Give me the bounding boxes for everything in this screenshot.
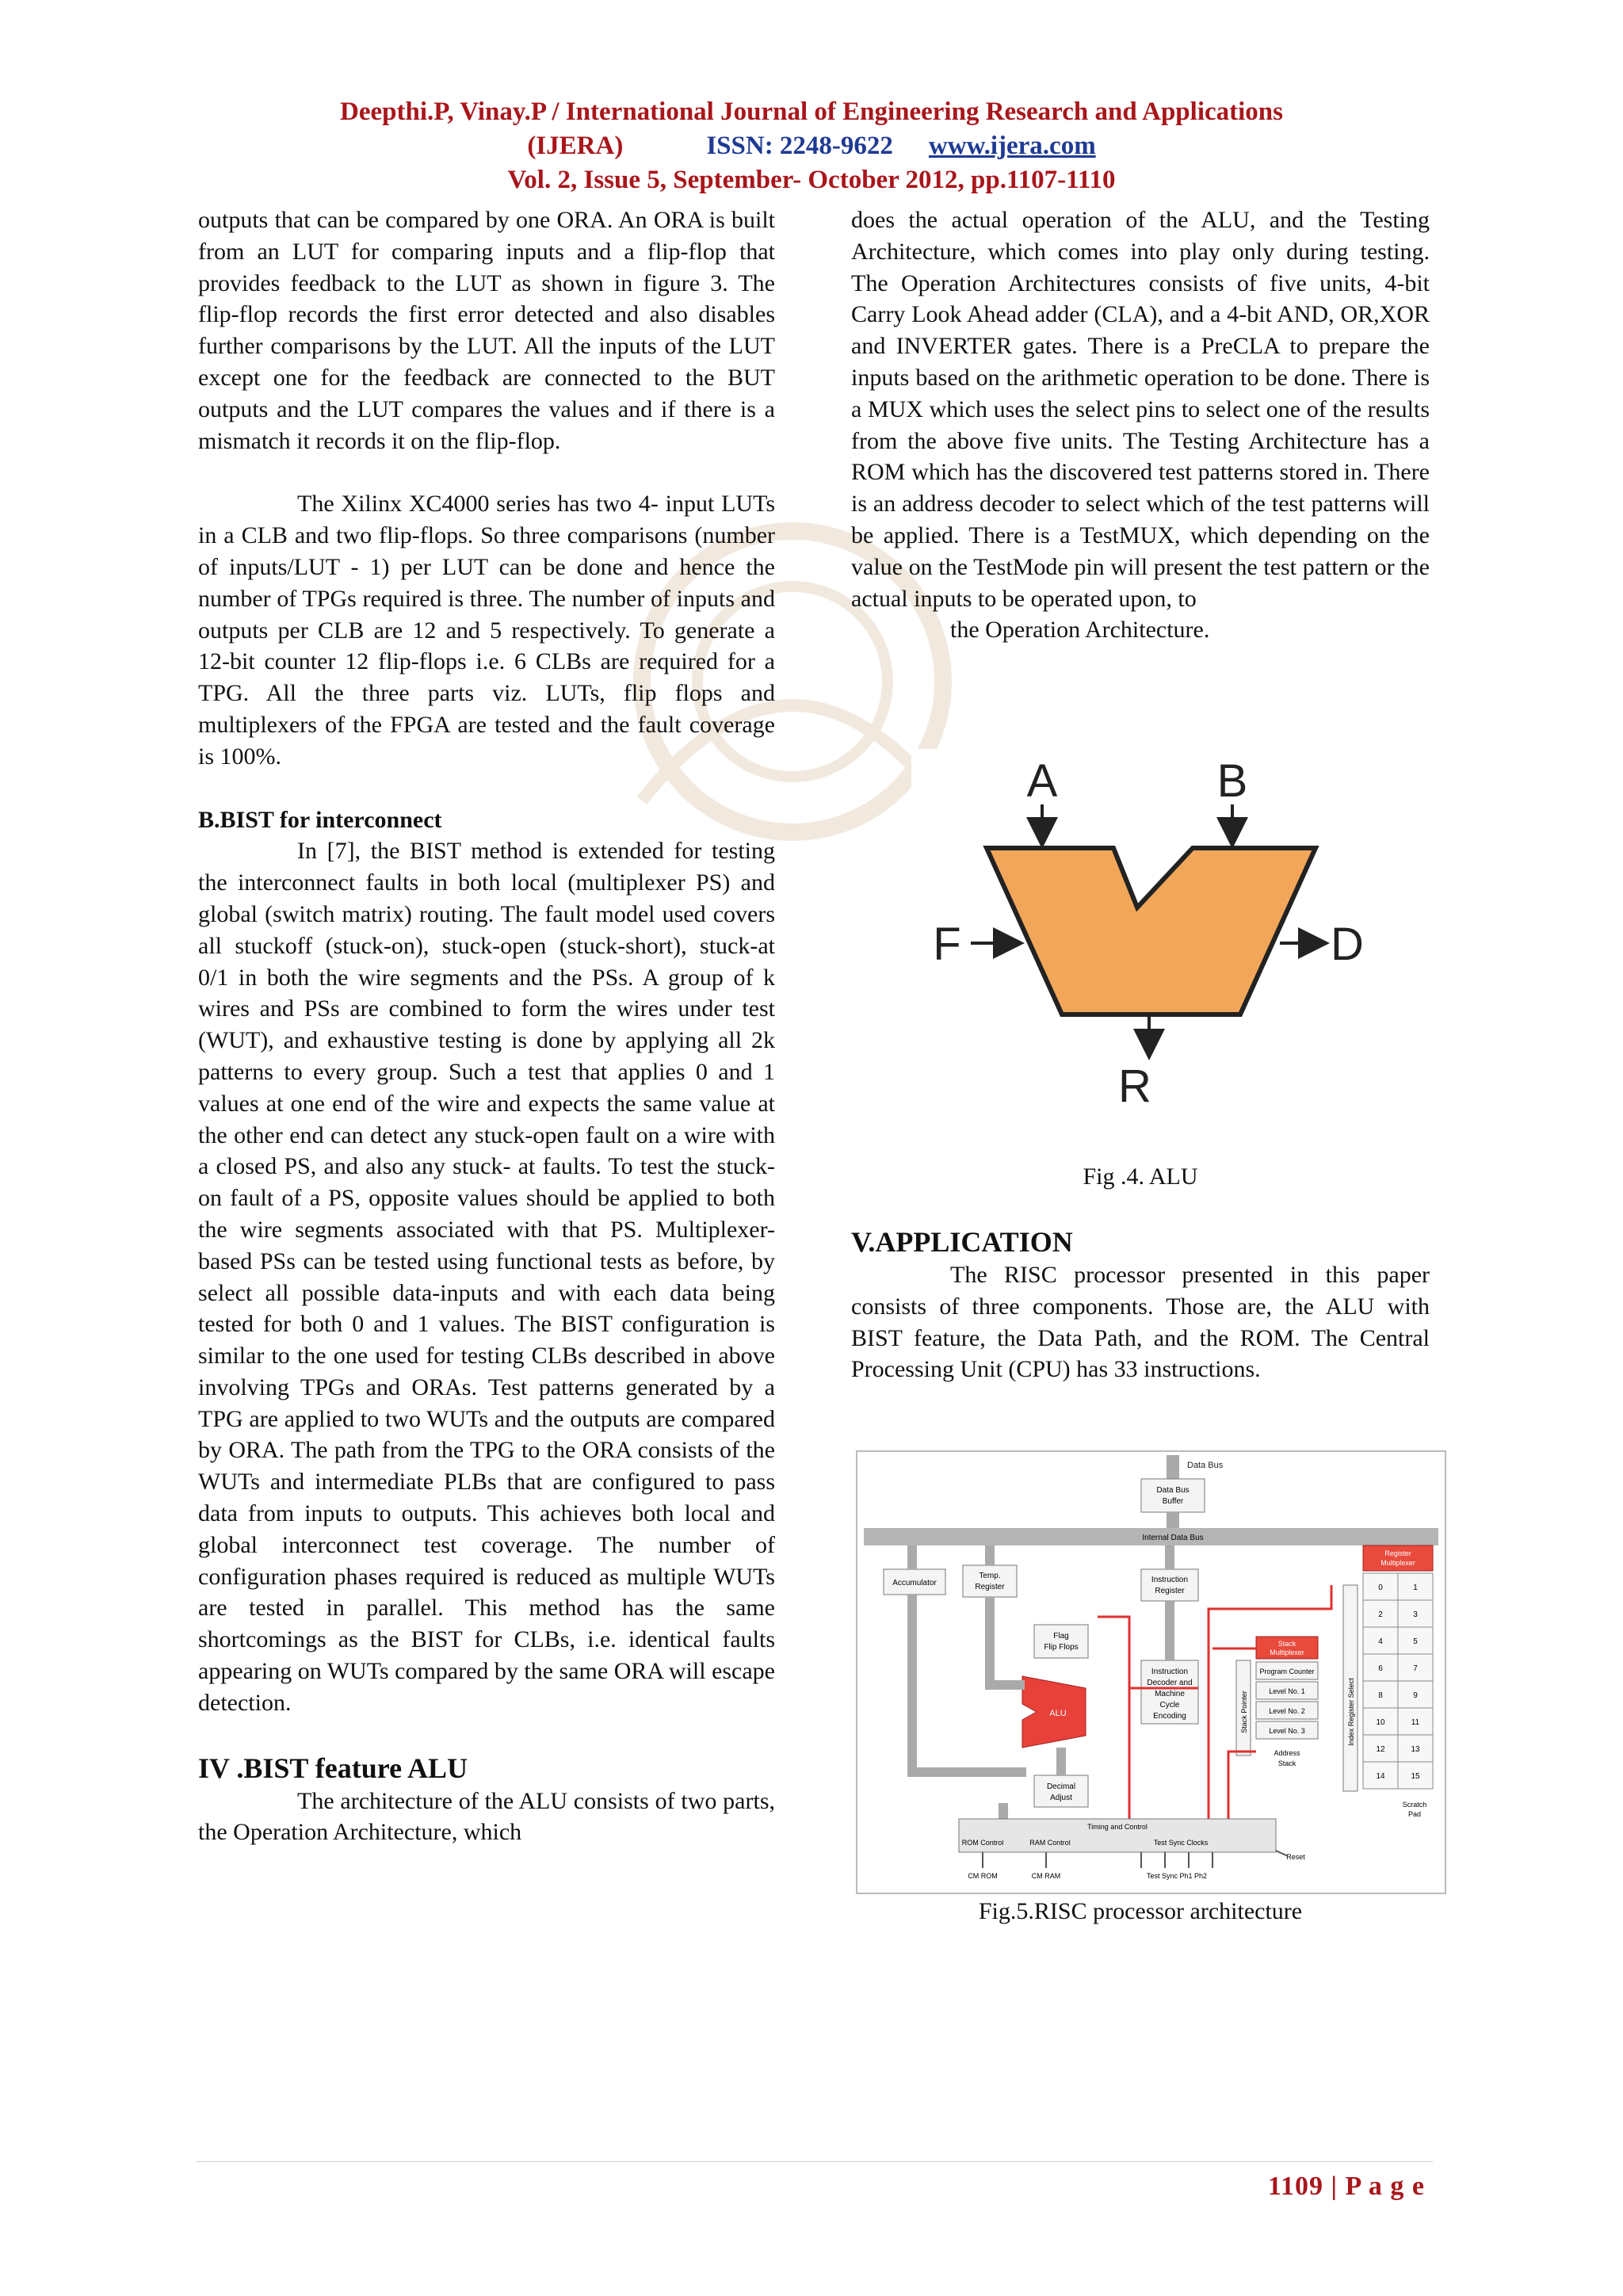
- register-cell-label: 3: [1413, 1610, 1418, 1619]
- section-heading-application: V.APPLICATION: [851, 1226, 1073, 1258]
- test-sync-phases-label: Test Sync Ph1 Ph2: [1146, 1872, 1208, 1880]
- register-cell-label: 1: [1413, 1584, 1418, 1592]
- rom-control-label: ROM Control: [961, 1839, 1004, 1847]
- stack-pointer-label: Stack Pointer: [1240, 1690, 1248, 1733]
- level-1-label: Level No. 1: [1269, 1687, 1305, 1695]
- data-bus-label: Data Bus: [1187, 1461, 1224, 1470]
- cm-ram-label: CM RAM: [1031, 1872, 1061, 1880]
- left-paragraph-alu-architecture: The architecture of the ALU consists of two parts, the Operation Architecture, which: [198, 1787, 775, 1846]
- stack-multiplexer-label-2: Multiplexer: [1270, 1648, 1304, 1656]
- decoder-label-4: Cycle: [1159, 1701, 1180, 1710]
- flag-label-2: Flip Flops: [1044, 1643, 1079, 1652]
- footer-divider: [197, 2161, 1433, 2162]
- level-3-label: Level No. 3: [1269, 1727, 1305, 1735]
- label-b: B: [1216, 755, 1248, 807]
- left-paragraph-xc4000: The Xilinx XC4000 series has two 4- input LUTs in a CLB and two flip-flops. So three comparisons (number of inputs/LUT - 1) per LUT can be done and hence the number of TPGs required is three. The number of inputs and outputs per CLB are 12 and 5 respectively. To generate a 12-bit counter 12 flip-flops i.e. 6 CLBs are required for a TPG. All the three parts viz. LUTs, flip flops and multiplexers of the FPGA are tested and the fault coverage is 100%.: [198, 491, 775, 770]
- cm-rom-label: CM ROM: [968, 1872, 998, 1880]
- register-grid: [1363, 1573, 1433, 1789]
- right-column-application: [851, 1224, 1430, 1385]
- header-journal-line: [0, 129, 1623, 163]
- register-multiplexer-label-1: Register: [1384, 1549, 1411, 1557]
- data-bus-buffer-box: [1141, 1479, 1205, 1512]
- figure-5-caption: Fig.5.RISC processor architecture: [978, 1898, 1303, 1924]
- decimal-adjust-label-2: Adjust: [1050, 1794, 1072, 1802]
- page-number: 1109 | P a g e: [1267, 2172, 1425, 2201]
- scratch-pad-label-1: Scratch: [1402, 1801, 1427, 1809]
- flag-label-1: Flag: [1053, 1632, 1069, 1641]
- register-cell-label: 10: [1376, 1718, 1385, 1727]
- header-journal-abbr: (IJERA): [527, 132, 624, 160]
- stack-multiplexer-label-1: Stack: [1277, 1640, 1296, 1648]
- flag-flip-flops-box: [1034, 1625, 1088, 1658]
- label-d: D: [1331, 919, 1364, 970]
- index-register-select-label: Index Register Select: [1347, 1678, 1355, 1746]
- header-issn: ISSN: 2248-9622: [706, 132, 893, 160]
- alu-symbol-figure: [911, 749, 1387, 1129]
- right-column-top: [851, 204, 1430, 646]
- header-authors-journal: Deepthi.P, Vinay.P / International Journal of Engineering Research and Applications: [340, 97, 1283, 126]
- temp-register-label-2: Register: [975, 1583, 1005, 1591]
- register-cell-label: 2: [1378, 1610, 1383, 1619]
- data-bus-buffer-label-1: Data Bus: [1156, 1486, 1190, 1495]
- instruction-register-box: [1141, 1569, 1198, 1601]
- left-paragraph-interconnect: In [7], the BIST method is extended for testing the interconnect faults in both local (multiplexer PS) and global (switch matrix) routing. The fault model used covers all stuckoff (stuck-on), stuck-open (stuck-short), stuck-at 0/1 in both the wire segments and the PSs. A group of k wires and PSs are combined to form the wires under test (WUT), and exhaustive testing is done by applying all 2k patterns to every group. Such a test that applies 0 and 1 values at one end of the wire and expects the same value at the other end can detect any stuck-open fault on a wire with a closed PS, and also any stuck- at faults. To test the stuck-on fault of a PS, opposite values should be applied to both the wire segments associated with that PS. Multiplexer-based PSs can be tested using functional tests as before, by select all possible data-inputs and with each data being tested for both 0 and 1 values. The BIST configuration is similar to the one used for testing CLBs described in above involving TPGs and ORAs. Test patterns generated by a TPG are applied to two WUTs and the outputs are compared by ORA. The path from the TPG to the ORA consists of the WUTs and intermediate PLBs that are configured to pass data from inputs to outputs. This achieves both local and global interconnect test coverage. The number of configuration phases required is reduced as multiple WUTs are tested in parallel. This method has the same shortcomings as the BIST for CLBs, i.e. identical faults appearing on WUTs compared by the same ORA will escape detection.: [198, 838, 775, 1716]
- test-sync-clocks-label: Test Sync Clocks: [1153, 1839, 1209, 1847]
- decoder-label-3: Machine: [1155, 1690, 1185, 1698]
- address-stack-label-1: Address: [1274, 1749, 1300, 1757]
- scratch-pad-label-2: Pad: [1407, 1810, 1422, 1818]
- accumulator-label: Accumulator: [892, 1579, 937, 1587]
- data-bus-buffer-label-2: Buffer: [1162, 1497, 1184, 1506]
- risc-architecture-figure: [856, 1450, 1446, 1894]
- internal-data-bus-label: Internal Data Bus: [1142, 1534, 1204, 1542]
- register-multiplexer-label-2: Multiplexer: [1381, 1559, 1415, 1567]
- instruction-register-label-2: Register: [1155, 1587, 1185, 1595]
- register-cell-label: 0: [1378, 1584, 1383, 1592]
- right-paragraph-last-line: the Operation Architecture.: [950, 617, 1210, 644]
- register-cell-label: 12: [1376, 1745, 1385, 1754]
- label-r: R: [1118, 1060, 1151, 1112]
- left-paragraph-ora: outputs that can be compared by one ORA. An ORA is built from an LUT for comparing inputs and a flip-flop that provides feedback to the LUT as shown in figure 3. The flip-flop records the first error detected and also disables further comparisons by the LUT. All the inputs of the LUT except one for the feedback are connected to the BUT outputs and the LUT compares the values and if there is a mismatch it records it on the flip-flop.: [198, 207, 775, 454]
- header-volume: Vol. 2, Issue 5, September- October 2012, pp.1107-1110: [507, 166, 1116, 194]
- temp-register-label-1: Temp.: [979, 1572, 1001, 1580]
- subsection-heading-bist-interconnect: B.BIST for interconnect: [198, 806, 442, 833]
- label-a: A: [1026, 755, 1058, 807]
- decimal-adjust-label-1: Decimal: [1046, 1782, 1076, 1791]
- register-cell-label: 4: [1378, 1637, 1383, 1646]
- register-cell-label: 7: [1413, 1664, 1418, 1673]
- decoder-label-2: Decoder and: [1147, 1679, 1193, 1687]
- register-cell-label: 14: [1376, 1772, 1385, 1781]
- label-f: F: [933, 919, 961, 970]
- right-paragraph-alu-operation: does the actual operation of the ALU, and the Testing Architecture, which comes into play only during testing. The Operation Architectures consists of five units, 4-bit Carry Look Ahead adder (CLA), and a 4-bit AND, OR,XOR and INVERTER gates. There is a PreCLA to prepare the inputs based on the arithmetic operation to be done. There is a MUX which uses the select pins to select one of the results from the above five units. The Testing Architecture has a ROM which has the discovered test patterns stored in. There is an address decoder to select which of the test patterns will be applied. There is a TestMUX, which depending on the value on the TestMode pin will present the test pattern or the actual inputs to be operated upon, to: [851, 207, 1430, 612]
- alu-block-label: ALU: [1049, 1709, 1067, 1718]
- temp-register-box: [963, 1565, 1017, 1597]
- level-2-label: Level No. 2: [1269, 1707, 1305, 1715]
- timing-control-label: Timing and Control: [1087, 1823, 1148, 1831]
- header-url-link[interactable]: www.ijera.com: [928, 132, 1096, 160]
- register-cell-label: 6: [1378, 1664, 1383, 1673]
- right-paragraph-risc: The RISC processor presented in this paper consists of three components. Those are, the ALU with BIST feature, the Data Path, and the ROM. The Central Processing Unit (CPU) has 33 instructions.: [851, 1262, 1430, 1383]
- running-header: [0, 95, 1623, 197]
- decoder-label-1: Instruction: [1151, 1668, 1189, 1676]
- register-cell-label: 11: [1411, 1718, 1420, 1727]
- figure-4-caption: Fig .4. ALU: [1083, 1163, 1198, 1190]
- register-cell-label: 13: [1411, 1745, 1420, 1754]
- decimal-adjust-box: [1034, 1775, 1088, 1807]
- left-column: [198, 204, 775, 1848]
- instruction-register-label-1: Instruction: [1151, 1576, 1189, 1584]
- register-cell-label: 9: [1413, 1691, 1418, 1700]
- register-cell-label: 15: [1411, 1772, 1420, 1781]
- alu-shape: [987, 848, 1316, 1014]
- register-cell-label: 5: [1413, 1637, 1418, 1646]
- address-stack-label-2: Stack: [1277, 1759, 1296, 1767]
- reset-label: Reset: [1286, 1853, 1305, 1861]
- ram-control-label: RAM Control: [1029, 1839, 1071, 1847]
- decoder-label-5: Encoding: [1153, 1712, 1186, 1721]
- register-cell-label: 8: [1378, 1691, 1383, 1700]
- section-heading-bist-alu: IV .BIST feature ALU: [198, 1752, 468, 1784]
- program-counter-label: Program Counter: [1259, 1668, 1315, 1675]
